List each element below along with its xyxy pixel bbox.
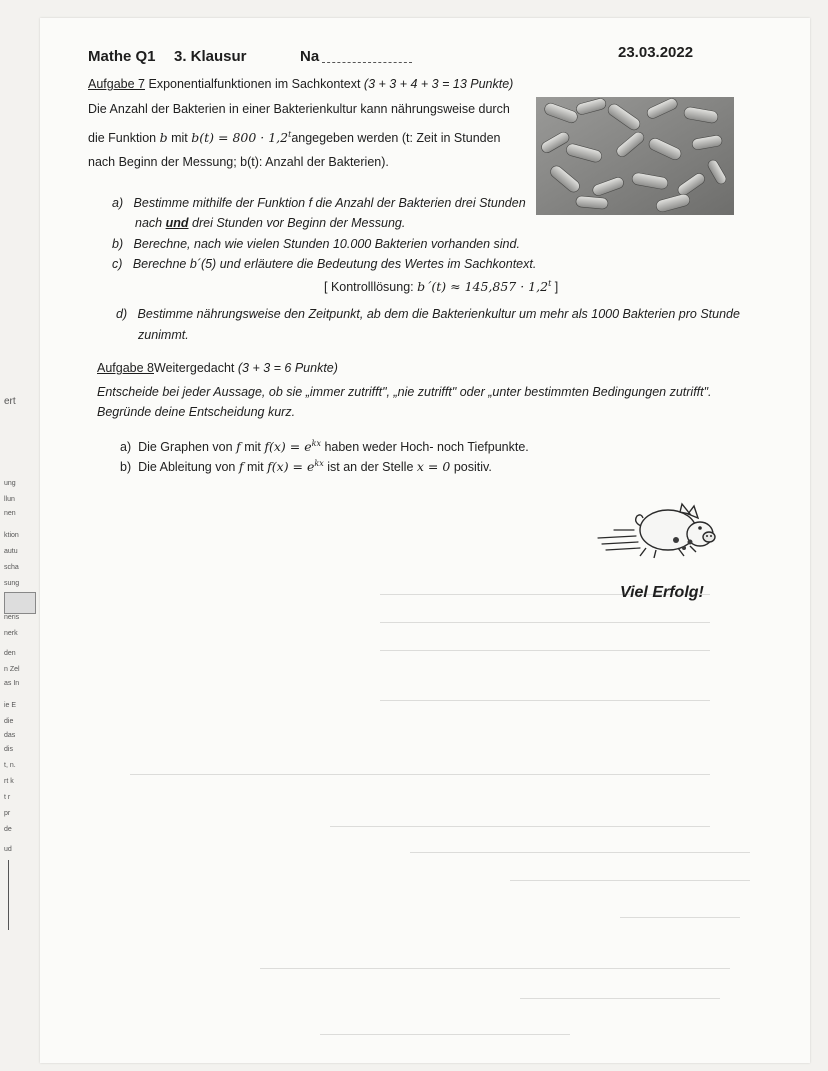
aufgabe7-topic: Exponentialfunktionen im Sachkontext — [148, 77, 361, 91]
function-symbol: f — [238, 459, 244, 475]
aufgabe7-item-d-line2: zunimmt. — [138, 328, 189, 342]
item-label: a) — [120, 440, 132, 455]
margin-fragment: n Zel — [4, 666, 20, 673]
aufgabe8-title: Aufgabe 8 — [97, 361, 154, 375]
margin-fragment: nen — [4, 510, 16, 517]
margin-fragment: scha — [4, 564, 19, 571]
formula-exponent: t — [548, 279, 552, 288]
item-text: positiv. — [453, 460, 492, 475]
margin-fragment: neris — [4, 614, 20, 621]
aufgabe8-intro-2: Begründe deine Entscheidung kurz. — [97, 405, 296, 419]
formula-exponent: t — [288, 130, 292, 139]
aufgabe8-topic: Weitergedacht — [154, 361, 235, 375]
item-label: a) — [112, 196, 124, 210]
closing-message: Viel Erfolg! — [620, 584, 704, 601]
aufgabe7-item-d — [116, 306, 740, 322]
formula-base: b(t) = 800 · 1,2 — [191, 130, 289, 146]
item-text: mit — [244, 440, 261, 455]
aufgabe8-item-b — [120, 456, 492, 475]
control-label: [ Kontrolllösung: — [324, 280, 414, 295]
name-label: Na — [300, 48, 320, 65]
aufgabe8-heading — [97, 360, 338, 376]
control-bracket: ] — [554, 280, 559, 295]
margin-fragment: t, n. — [4, 762, 16, 769]
exp-formula — [267, 459, 324, 474]
item-text: Berechne, nach wie vielen Stunden 10.000 Bakterien vorhanden sind. — [133, 237, 520, 251]
intro-text: die Funktion — [88, 131, 157, 146]
margin-fragment: autu — [4, 548, 18, 555]
item-text: Bestimme nährungsweise den Zeitpunkt, ab dem die Bakterienkultur um mehr als 1000 Bakterien pro Stunde — [137, 307, 740, 321]
item-label: c) — [112, 257, 123, 271]
function-symbol: b — [159, 130, 168, 146]
item-text: Die Graphen von — [138, 440, 233, 455]
item-text: Bestimme mithilfe der Funktion f die Anzahl der Bakterien drei Stunden — [133, 196, 526, 210]
item-label: b) — [120, 460, 132, 475]
aufgabe8-points: (3 + 3 = 6 Punkte) — [237, 361, 338, 375]
point-value: x = 0 — [416, 459, 451, 475]
emphasis-und: und — [165, 216, 189, 230]
running-pig-illustration — [596, 500, 721, 560]
formula-exponent: kx — [311, 439, 321, 448]
margin-fragment: as In — [4, 680, 20, 687]
margin-fragment: ud — [4, 846, 12, 853]
margin-fragment: ie E — [4, 702, 17, 709]
item-text: mit — [246, 460, 264, 475]
exp-formula — [264, 439, 321, 454]
name-field[interactable] — [322, 52, 412, 63]
function-symbol: f — [236, 439, 241, 455]
item-text: Die Ableitung von — [138, 460, 236, 475]
margin-fragment: den — [4, 650, 16, 657]
aufgabe7-control-solution — [324, 276, 558, 295]
formula-base: b´(t) ≈ 145,857 · 1,2 — [417, 279, 549, 295]
margin-fragment: ert — [4, 396, 16, 407]
adjacent-page-strip — [0, 380, 40, 940]
aufgabe7-item-b — [112, 236, 520, 252]
item-text: Berechne b´(5) und erläutere die Bedeutung des Wertes im Sachkontext. — [132, 257, 537, 271]
formula-exponent: kx — [314, 459, 324, 468]
item-text: haben weder Hoch- noch Tiefpunkte. — [324, 440, 529, 455]
aufgabe8-item-a — [120, 436, 529, 455]
aufgabe7-item-c — [112, 256, 536, 272]
margin-fragment: t r — [4, 794, 11, 801]
item-text: nach — [135, 216, 163, 230]
margin-fragment: rt k — [4, 778, 14, 785]
margin-fragment: ung — [4, 480, 16, 487]
margin-fragment: ktion — [4, 532, 19, 539]
margin-fragment: dis — [4, 746, 13, 753]
exam-date: 23.03.2022 — [618, 44, 694, 61]
intro-text: angegeben werden (t: Zeit in Stunden — [291, 131, 501, 146]
exam-label: 3. Klausur — [174, 48, 247, 65]
item-label: b) — [112, 237, 124, 251]
aufgabe7-item-a — [112, 195, 526, 211]
item-label: d) — [116, 307, 128, 321]
subject-label: Mathe Q1 — [88, 48, 156, 65]
aufgabe7-intro-3: nach Beginn der Messung; b(t): Anzahl der Bakterien). — [88, 155, 389, 169]
item-text: ist an der Stelle — [327, 460, 414, 475]
growth-formula — [191, 130, 291, 145]
margin-fragment: das — [4, 732, 16, 739]
aufgabe7-heading — [88, 76, 513, 92]
formula-base: f(x) = e — [264, 439, 312, 455]
margin-fragment: llun — [4, 496, 15, 503]
margin-fragment: nerk — [4, 630, 18, 637]
aufgabe7-intro-2 — [88, 127, 501, 146]
margin-fragment: de — [4, 826, 12, 833]
margin-fragment: sung — [4, 580, 20, 587]
bacteria-photo — [536, 97, 734, 215]
aufgabe7-title: Aufgabe 7 — [88, 77, 145, 91]
aufgabe8-intro-1: Entscheide bei jeder Aussage, ob sie „immer zutrifft", „nie zutrifft" oder „unter bestimmten Bedingungen zutrifft". — [97, 385, 712, 399]
formula-base: f(x) = e — [267, 459, 315, 475]
control-formula — [417, 279, 551, 294]
aufgabe7-intro-1: Die Anzahl der Bakterien in einer Bakterienkultur kann nährungsweise durch — [88, 102, 510, 116]
aufgabe7-item-a-line2 — [135, 215, 405, 231]
intro-text: mit — [171, 131, 188, 146]
margin-fragment: die — [4, 718, 14, 725]
item-text: drei Stunden vor Beginn der Messung. — [192, 216, 406, 230]
aufgabe7-points: (3 + 3 + 4 + 3 = 13 Punkte) — [363, 77, 514, 91]
margin-fragment: pr — [4, 810, 11, 817]
